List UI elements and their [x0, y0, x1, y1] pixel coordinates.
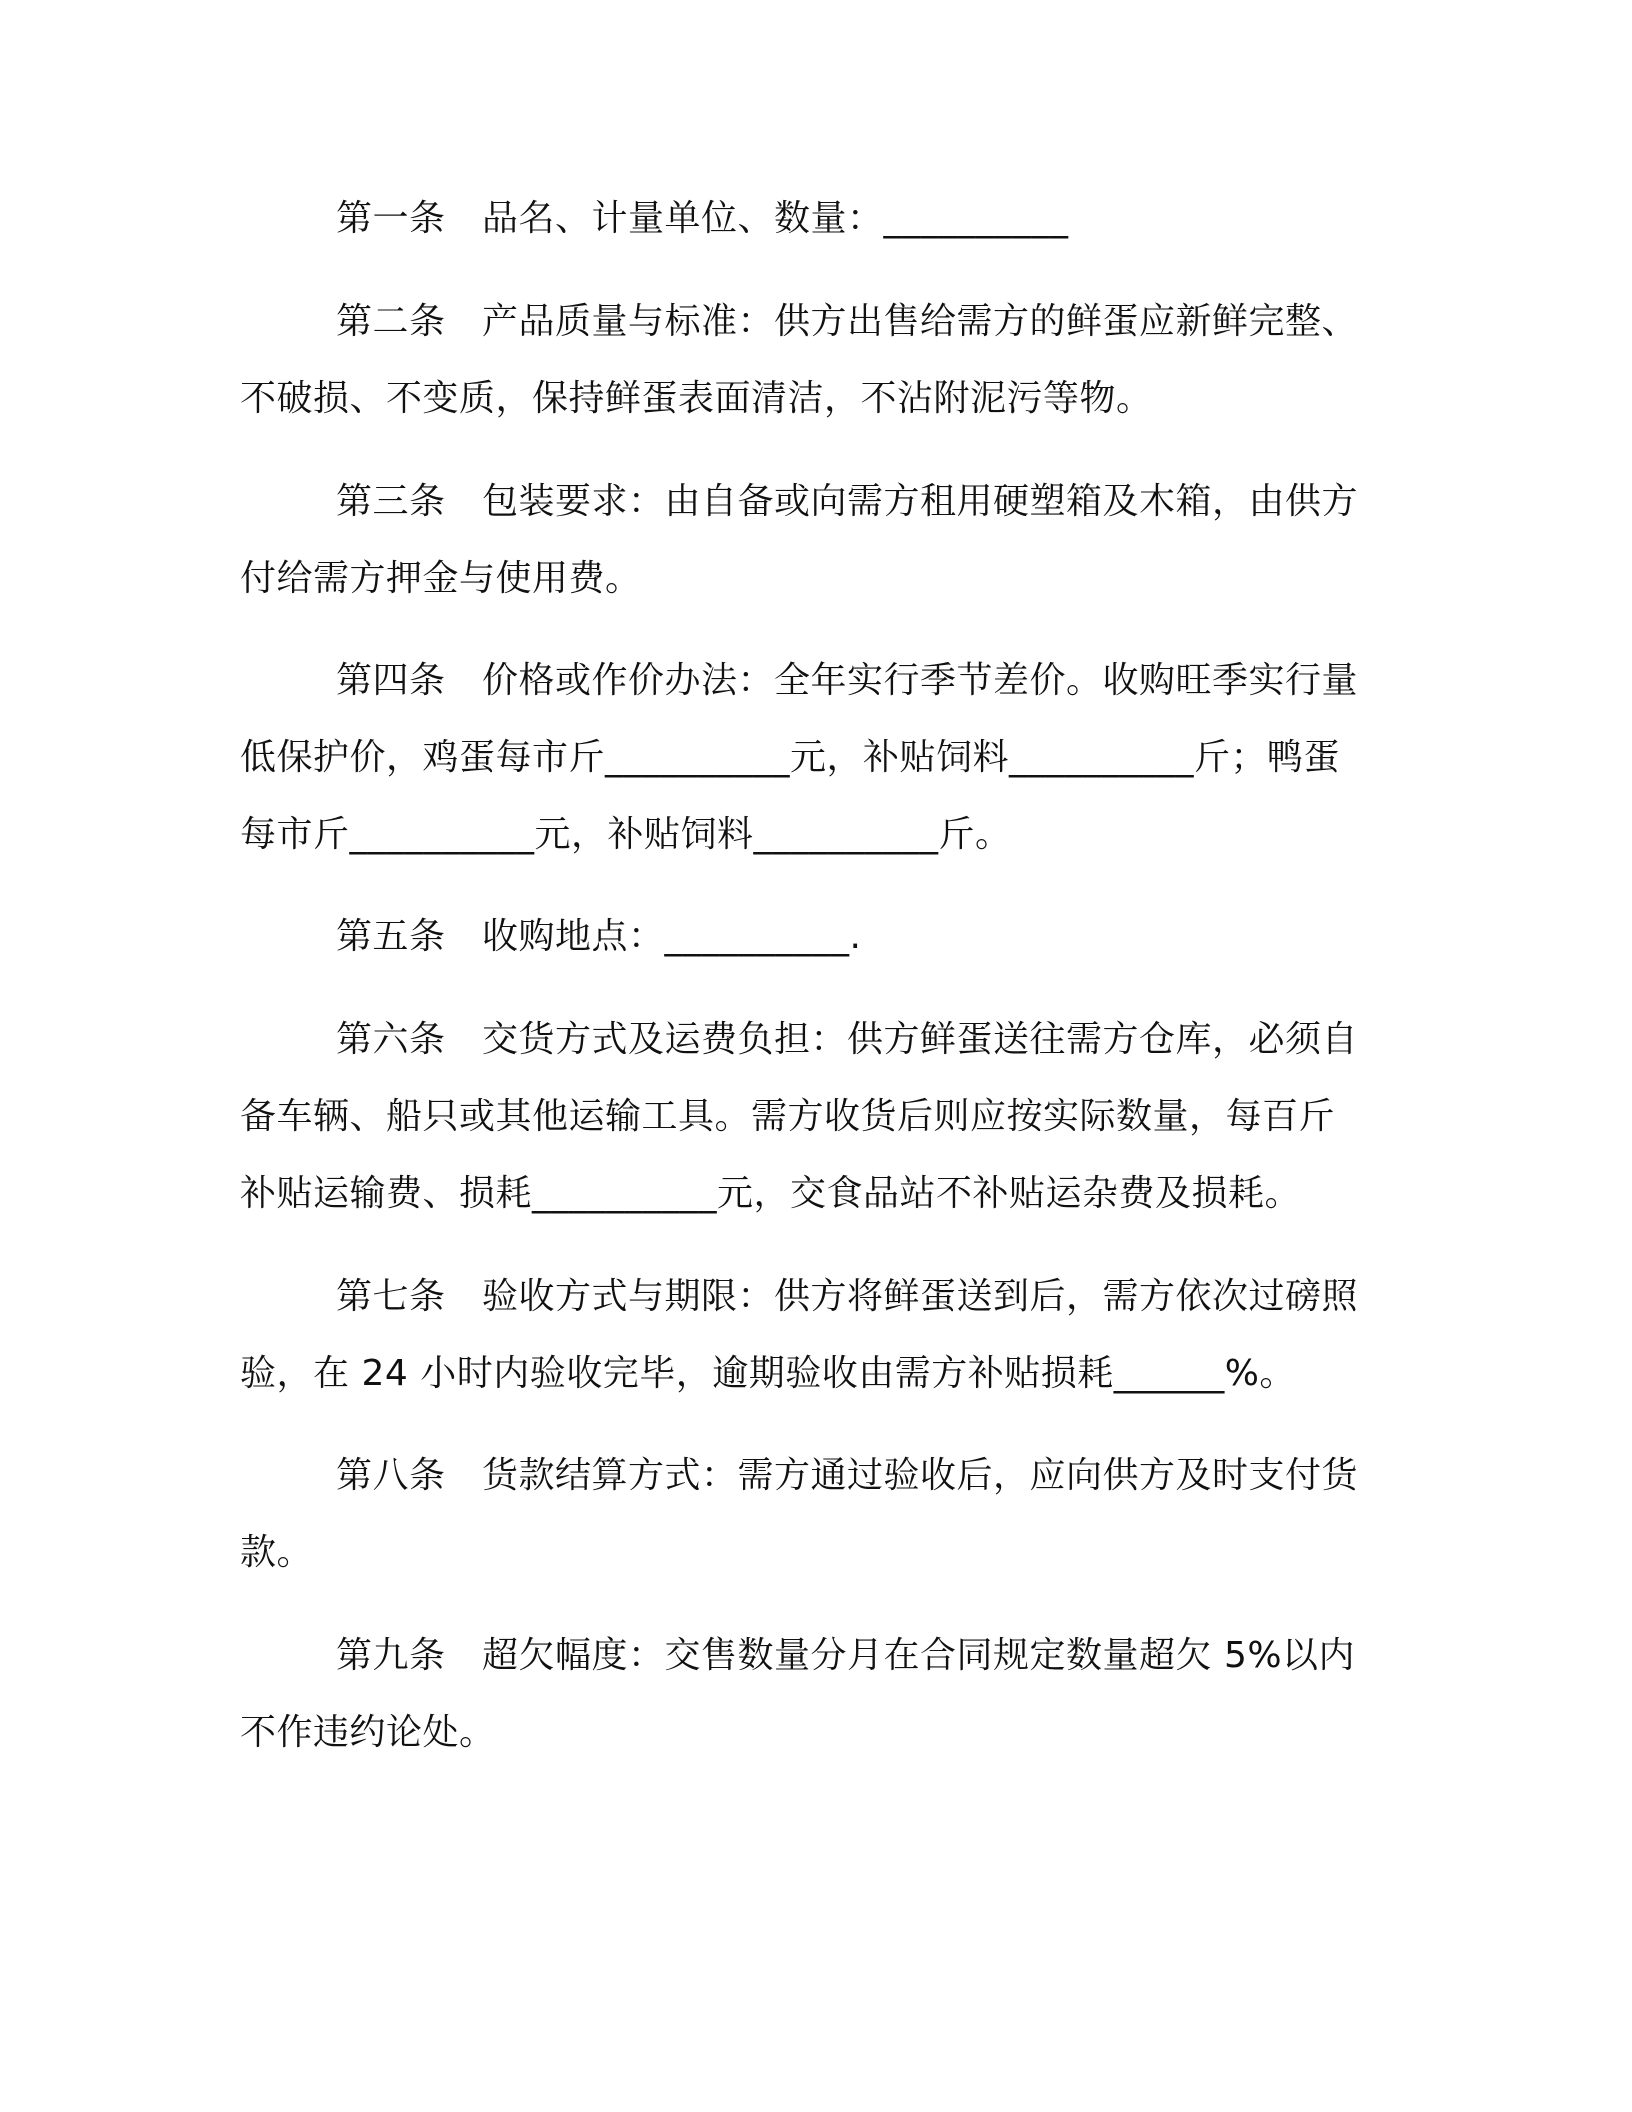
clause-2 [240, 283, 1380, 437]
clause-9 [240, 1617, 1380, 1771]
clause-6-line-3: 补贴运输费、损耗__________元，交食品站不补贴运杂费及损耗。 [240, 1173, 1302, 1214]
clause-8-line-2: 款。 [240, 1532, 314, 1573]
clause-6-line-2: 备车辆、船只或其他运输工具。需方收货后则应按实际数量，每百斤 [240, 1096, 1336, 1137]
clause-1-line-1: 第一条 品名、计量单位、数量：__________ [336, 198, 1069, 239]
clause-7-line-1: 第七条 验收方式与期限：供方将鲜蛋送到后，需方依次过磅照 [336, 1276, 1359, 1317]
clause-4-line-3: 每市斤__________元，补贴饲料__________斤。 [240, 814, 1012, 855]
clause-9-line-2: 不作违约论处。 [240, 1712, 496, 1753]
clause-3-line-2: 付给需方押金与使用费。 [240, 558, 642, 599]
clause-7 [240, 1258, 1380, 1412]
clause-4-line-1: 第四条 价格或作价办法：全年实行季节差价。收购旺季实行量 [336, 660, 1359, 701]
clause-3 [240, 463, 1380, 617]
clause-9-line-1: 第九条 超欠幅度：交售数量分月在合同规定数量超欠 5%以内 [336, 1635, 1356, 1676]
clause-8-line-1: 第八条 货款结算方式：需方通过验收后，应向供方及时支付货 [336, 1455, 1359, 1496]
clause-7-line-2: 验，在 24 小时内验收完毕，逾期验收由需方补贴损耗______%。 [240, 1353, 1296, 1394]
clause-8 [240, 1437, 1380, 1591]
clause-1 [240, 180, 1380, 257]
clause-6-line-1: 第六条 交货方式及运费负担：供方鲜蛋送往需方仓库，必须自 [336, 1019, 1359, 1060]
clause-5-line-1: 第五条 收购地点：__________. [336, 916, 862, 957]
clause-6 [240, 1001, 1380, 1232]
clause-4 [240, 642, 1380, 873]
clause-5 [240, 898, 1380, 975]
clause-2-line-2: 不破损、不变质，保持鲜蛋表面清洁，不沾附泥污等物。 [240, 378, 1153, 419]
clause-4-line-2: 低保护价，鸡蛋每市斤__________元，补贴饲料__________斤；鸭蛋 [240, 737, 1341, 778]
clause-2-line-1: 第二条 产品质量与标准：供方出售给需方的鲜蛋应新鲜完整、 [336, 301, 1359, 342]
clause-3-line-1: 第三条 包装要求：由自备或向需方租用硬塑箱及木箱，由供方 [336, 481, 1359, 522]
